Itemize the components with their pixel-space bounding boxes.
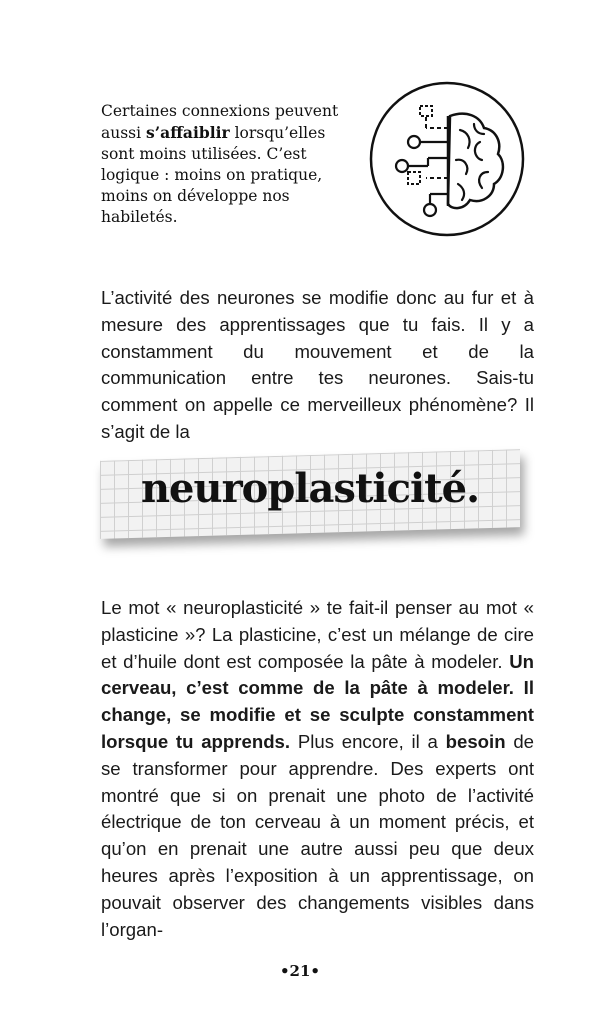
text-segment: de se transformer pour apprendre. Des experts ont montré que si on prenait une photo de l’activité électrique de ton cerveau à un moment précis, et qu’on en prenait une autre aussi peu que deux heures après l’exposition à un apprentissage, on pouvait observer des changements visibles dans l’organ- bbox=[101, 730, 534, 940]
banner-word: neuroplasticité. bbox=[140, 465, 480, 512]
note-text-end: lorsqu’elles sont moins utilisées. C’est logique : moins on pratique, moins on développe nos habiletés. bbox=[101, 124, 326, 226]
text-segment: Plus encore, il a bbox=[290, 730, 446, 752]
text-segment: Le mot « neuroplasticité » te fait-il penser au mot « plasticine »? La plasticine, c’est un mélange de cire et d’huile dont est composée la pâte à modeler. bbox=[101, 597, 534, 672]
paragraph-plasticine-text bbox=[101, 595, 534, 943]
sidebar-note bbox=[101, 101, 351, 228]
sidebar-note-text bbox=[101, 101, 351, 228]
bold-segment: besoin bbox=[445, 730, 506, 752]
page-number: •21• bbox=[279, 962, 321, 980]
note-emphasis: s’affaiblir bbox=[146, 123, 230, 142]
paragraph-intro-text: L’activité des neurones se modifie donc au fur et à mesure des apprentissages que tu fais. Il y a constamment du mouvement et de la communication entre tes neurones. Sais-tu comment on appelle ce merveilleux phénomène? Il s’agit de la bbox=[101, 287, 534, 442]
brain-circuit-icon bbox=[368, 80, 526, 238]
bold-segment: Un cerveau, c’est comme de la pâte à modeler. Il change, se modifie et se sculpte constamment lorsque tu apprends. bbox=[101, 650, 534, 752]
neuroplasticity-banner bbox=[100, 455, 520, 545]
paragraph-intro bbox=[101, 285, 534, 446]
paragraph-plasticine bbox=[101, 595, 534, 943]
note-text-start: Certaines connexions peuvent aussi bbox=[101, 102, 339, 142]
